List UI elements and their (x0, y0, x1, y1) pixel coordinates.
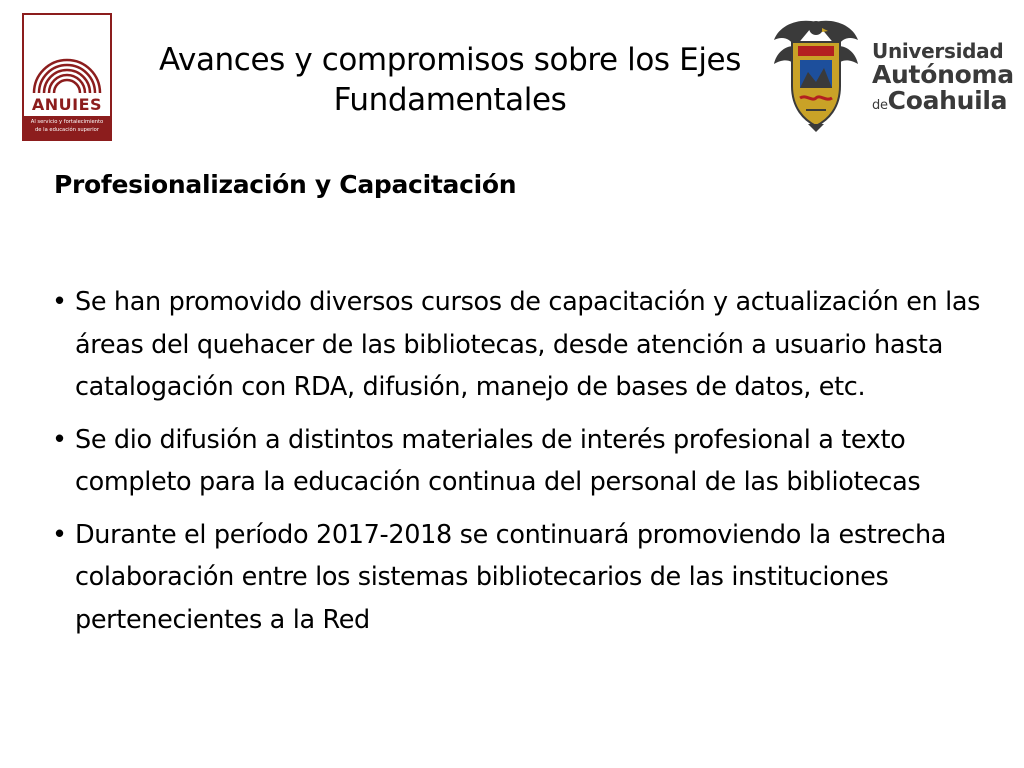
anuies-tagline-line-2: de la educación superior (35, 126, 99, 133)
uadec-wordmark (872, 40, 1022, 119)
anuies-logo (22, 13, 112, 141)
anuies-tagline-line-1: Al servicio y fortalecimiento (30, 119, 104, 125)
bullet-text: Durante el período 2017-2018 se continuará promoviendo la estrecha colaboración entre los sistemas bibliotecarios de las instituciones pertenecientes a la Red (75, 519, 947, 635)
bullet-item (52, 514, 1012, 642)
uadec-line-2: Autónoma (872, 60, 1014, 89)
anuies-tagline (24, 116, 110, 139)
uadec-line-3 (872, 88, 1022, 119)
section-heading: Profesionalización y Capacitación (54, 170, 517, 199)
bullet-icon: • (52, 519, 67, 550)
bullet-icon: • (52, 287, 67, 317)
bullet-text: Se dio difusión a distintos materiales de interés profesional a texto completo para la educación continua del personal de las bibliotecas (75, 424, 921, 497)
bullet-list (52, 281, 1012, 651)
uadec-seal-icon (770, 16, 862, 134)
bullet-text: Se han promovido diversos cursos de capacitación y actualización en las áreas del quehacer de las bibliotecas, desde atención a usuario hasta catalogación con RDA, difusión, manejo de bases de datos, etc. (75, 287, 981, 402)
anuies-arcs-icon (24, 15, 110, 95)
uadec-line-3-main: Coahuila (887, 86, 1008, 115)
bullet-item (52, 419, 1012, 504)
uadec-line-3-prefix: de (872, 98, 888, 113)
anuies-wordmark: ANUIES (31, 95, 103, 114)
bullet-icon: • (52, 424, 67, 455)
slide-title: Avances y compromisos sobre los Ejes Fundamentales (159, 42, 741, 118)
bullet-item (52, 281, 1012, 409)
uadec-line-1: Universidad (872, 39, 1004, 63)
